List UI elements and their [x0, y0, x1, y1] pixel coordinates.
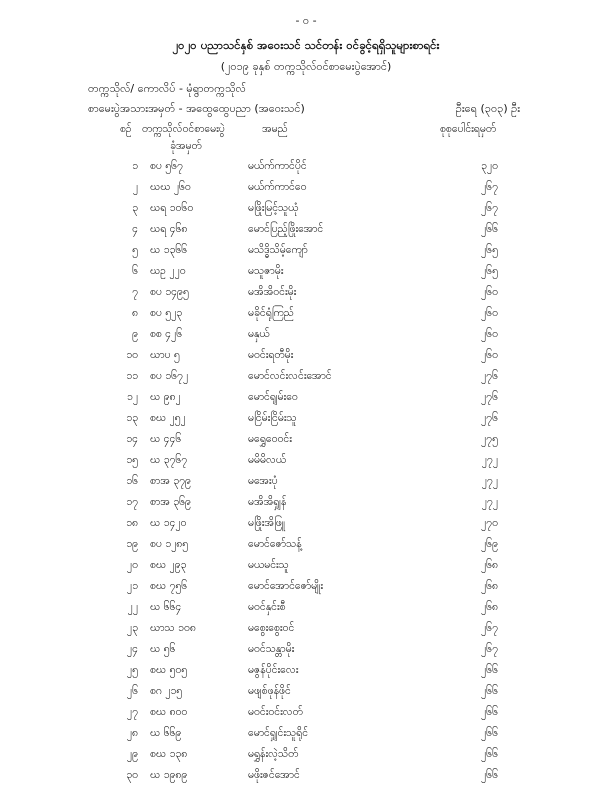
total-marks: ၂၆၆ [481, 727, 498, 739]
student-name: မောင်အောင်ဇော်မျိုး [248, 580, 324, 592]
row-number: ၁၁ [126, 370, 138, 382]
student-name: မဇွန်ပိုင်းလေး [248, 664, 299, 676]
student-name: မောင်ပြည့်ဖြိုးအောင် [248, 223, 324, 235]
row-number: ၇ [132, 286, 138, 298]
table-row [0, 286, 612, 307]
row-number: ၂၆ [126, 685, 138, 697]
university-category: တက္ကသိုလ်/ ကောလိပ် - မုံရွာတက္ကသိုလ် [88, 82, 246, 95]
table-row [0, 433, 612, 454]
table-row [0, 496, 612, 517]
row-number: ၂၅ [126, 664, 138, 676]
student-name: မမိမိလယ် [248, 454, 287, 466]
table-row [0, 748, 612, 769]
table-row [0, 202, 612, 223]
roll-number: စစ ၄၂၆ [150, 328, 183, 340]
roll-number: ဃရ ၁၀၆၀ [150, 202, 194, 214]
roll-number: ဃဥ ၂၂၀ [150, 265, 186, 277]
table-row [0, 307, 612, 328]
roll-number: ဃ ၁၃၆၆ [150, 244, 188, 256]
total-marks: ၂၆၆ [481, 769, 498, 781]
table-row [0, 517, 612, 538]
roll-number: ဃ ၃၇၆၇ [150, 454, 188, 466]
student-name: မယ်က်ကာင်ပိုင် [248, 160, 307, 172]
row-number: ၃ [132, 202, 138, 214]
student-name: မငြိမ်းငြိမ်းသူ [248, 412, 297, 424]
total-marks: ၂၇၂ [481, 475, 498, 487]
roll-number: ဃဃ ၂၆၀ [150, 181, 191, 193]
table-row [0, 370, 612, 391]
table-row [0, 454, 612, 475]
row-number: ၁၄ [126, 433, 138, 445]
student-name: မဝင်းဝင်းလတ် [248, 706, 303, 718]
table-row [0, 601, 612, 622]
student-name: မရွှန်းလဲ့သိတ် [248, 748, 299, 760]
student-name: မဖြိုးအိဖြူ [248, 517, 285, 529]
table-row [0, 622, 612, 643]
total-marks: ၂၆၅ [481, 265, 498, 277]
student-name: မနှယ် [248, 328, 270, 340]
row-number: ၂၄ [126, 643, 138, 655]
total-marks: ၂၇၀ [481, 517, 498, 529]
total-marks: ၂၇၆ [481, 391, 498, 403]
roll-number: ဃ ၆၆၄ [150, 601, 182, 613]
total-marks: ၂၇၅ [481, 433, 498, 445]
total-marks: ၂၆၈ [480, 601, 498, 613]
row-number: ၂၈ [126, 727, 138, 739]
roll-number: ဃ ၄၄၆ [150, 433, 182, 445]
roll-number: ဃာပ ၅ [150, 349, 180, 361]
row-number: ၃၀ [126, 769, 138, 781]
header-name: အမည် [262, 123, 288, 135]
total-marks: ၂၆၀ [481, 328, 498, 340]
student-name: မဝင်သန္တာမိုး [248, 643, 295, 655]
total-marks: ၂၆၈ [480, 559, 498, 571]
row-number: ၄ [132, 223, 138, 235]
roll-number: စဃ ၇၅၆ [150, 580, 188, 592]
student-name: မောင်လင်းလင်းအောင် [248, 370, 332, 382]
header-roll-sub: ခုံအမှတ် [170, 140, 202, 152]
total-marks: ၂၆၀ [481, 349, 498, 361]
table-row [0, 349, 612, 370]
header-no: စဉ် [120, 123, 132, 135]
roll-number: စပ ၁၄၉၅ [150, 286, 189, 298]
table-row [0, 769, 612, 790]
roll-number: စပ ၁၂၈၅ [150, 538, 189, 550]
header-roll: တက္ကသိုလ်ဝင်စာမေးပွဲ [142, 123, 225, 135]
total-marks: ၂၆၀ [481, 286, 498, 298]
roll-number: စာအ ၃၆၉ [150, 496, 191, 508]
total-marks: ၂၆၅ [481, 244, 498, 256]
row-number: ၁ [132, 160, 138, 172]
table-row [0, 727, 612, 748]
student-name: မအိအိရျှန် [248, 496, 287, 508]
row-number: ၅ [132, 244, 138, 256]
student-name: မဝင်းရတီမိုး [248, 349, 294, 361]
document-title: ၂၀၂၀ ပညာသင်နှစ် အဝေးသင် သင်တန်း ဝင်ခွင့်ရရှိသူများစာရင်း [172, 38, 440, 52]
roll-number: စဂ ၂၁၅ [150, 685, 183, 697]
row-number: ၁၆ [126, 475, 138, 487]
roll-number: စဃ ၂၉၃ [150, 559, 187, 571]
exam-count: ဦးရေ (၃၀၃) ဦး [455, 102, 520, 115]
total-marks: ၂၆၀ [481, 307, 498, 319]
total-marks: ၂၆၇ [481, 202, 498, 214]
student-name: မောင်ဇော်သန့် [248, 538, 302, 550]
roll-number: စာအ ၃၇၉ [150, 475, 191, 487]
table-row [0, 580, 612, 601]
student-name: မအေးပုံ [248, 475, 278, 487]
row-number: ၂၀ [126, 559, 138, 571]
header-marks: စုစုပေါင်းရမှတ် [440, 123, 497, 135]
roll-number: စပ ၅၆၇ [150, 160, 183, 172]
document-subtitle: (၂၀၁၉ ခုနှစ် တက္ကသိုလ်ဝင်စာမေးပွဲအောင်) [220, 60, 392, 73]
row-number: ၂၇ [126, 706, 138, 718]
total-marks: ၂၇၂ [481, 496, 498, 508]
total-marks: ၂၆၆ [481, 748, 498, 760]
roll-number: ဃ ၁၉၈၉ [150, 769, 188, 781]
total-marks: ၂၆၈ [480, 580, 498, 592]
student-name: မသိဒ္ဓိသိမ့်ကျော် [248, 244, 308, 256]
row-number: ၂ [132, 181, 138, 193]
results-list [0, 160, 612, 790]
student-name: မောင်ရျမ်းဝေ [248, 391, 298, 403]
table-row [0, 538, 612, 559]
row-number: ၂၃ [126, 622, 138, 634]
table-row [0, 475, 612, 496]
student-name: မဝင်နှင်းစီ [248, 601, 286, 613]
student-name: မခိုင်ရုံကြည် [248, 307, 294, 319]
roll-number: စဃ ၅၀၅ [150, 664, 188, 676]
table-row [0, 412, 612, 433]
student-name: မယ်က်ကာင်ဝေ [248, 181, 307, 193]
table-row [0, 160, 612, 181]
student-name: မရွှေဝေဝင်း [248, 433, 292, 445]
student-name: မယမင်းသူ [248, 559, 289, 571]
total-marks: ၂၇၆ [481, 370, 498, 382]
row-number: ၁၅ [126, 454, 138, 466]
roll-number: စပ ၅၂၃ [150, 307, 183, 319]
total-marks: ၂၇၆ [481, 412, 498, 424]
row-number: ၁၀ [126, 349, 138, 361]
roll-number: စဃ ၂၅၂ [150, 412, 186, 424]
exam-center-label: စာမေးပွဲအသားအမှတ် - အထွေထွေပညာ (အဝေးသင်) [88, 102, 305, 115]
student-name: မဖြိုးမြင့်သူယုံ [248, 202, 299, 214]
table-row [0, 643, 612, 664]
table-row [0, 706, 612, 727]
row-number: ၂၁ [126, 580, 138, 592]
roll-number: ဃ ၁၄၂၀ [150, 517, 187, 529]
student-name: မစွေးစွေးဝင် [248, 622, 295, 634]
page-number: - ၀ - [295, 14, 317, 27]
row-number: ၁၂ [126, 391, 138, 403]
student-name: မသူဇာမိုး [248, 265, 284, 277]
total-marks: ၂၆၆ [481, 706, 498, 718]
total-marks: ၂၆၆ [481, 685, 498, 697]
total-marks: ၂၆၉ [481, 538, 498, 550]
table-row [0, 328, 612, 349]
row-number: ၁၉ [126, 538, 138, 550]
total-marks: ၂၆၆ [481, 664, 498, 676]
total-marks: ၂၆၇ [481, 622, 498, 634]
row-number: ၈ [132, 307, 138, 319]
row-number: ၂၂ [127, 601, 138, 613]
roll-number: ဃရ ၄၆၈ [150, 223, 188, 235]
roll-number: ဃ ၅၆ [150, 643, 176, 655]
roll-number: ဃ ၉၈၂ [150, 391, 181, 403]
table-row [0, 559, 612, 580]
table-row [0, 223, 612, 244]
table-row [0, 685, 612, 706]
row-number: ၂၉ [126, 748, 138, 760]
table-row [0, 244, 612, 265]
student-name: မဖျစ်ဖုန်ဖိုင် [248, 685, 291, 697]
roll-number: ဃ ၆၆၉ [150, 727, 182, 739]
total-marks: ၂၇၂ [481, 454, 498, 466]
roll-number: ဃာသ ၁၀၈ [150, 622, 196, 634]
table-row [0, 391, 612, 412]
row-number: ၁၇ [126, 496, 138, 508]
row-number: ၁၈ [126, 517, 138, 529]
roll-number: စဃ ၈၀၀ [150, 706, 188, 718]
roll-number: စပ ၁၆၇၂ [150, 370, 189, 382]
student-name: မအိအိဝင်းမိုး [248, 286, 297, 298]
total-marks: ၃၂၀ [481, 160, 498, 172]
table-row [0, 181, 612, 202]
total-marks: ၂၆၆ [481, 223, 498, 235]
student-name: မဖိုးဇင်အောင် [248, 769, 300, 781]
student-name: မောင်ရျှင်းသူရိုင် [248, 727, 309, 739]
total-marks: ၂၆၇ [481, 181, 498, 193]
table-row [0, 664, 612, 685]
table-row [0, 265, 612, 286]
row-number: ၁၃ [126, 412, 138, 424]
row-number: ၆ [132, 265, 138, 277]
roll-number: စဃ ၁၃၈ [150, 748, 188, 760]
total-marks: ၂၆၇ [481, 643, 498, 655]
row-number: ၉ [132, 328, 138, 340]
